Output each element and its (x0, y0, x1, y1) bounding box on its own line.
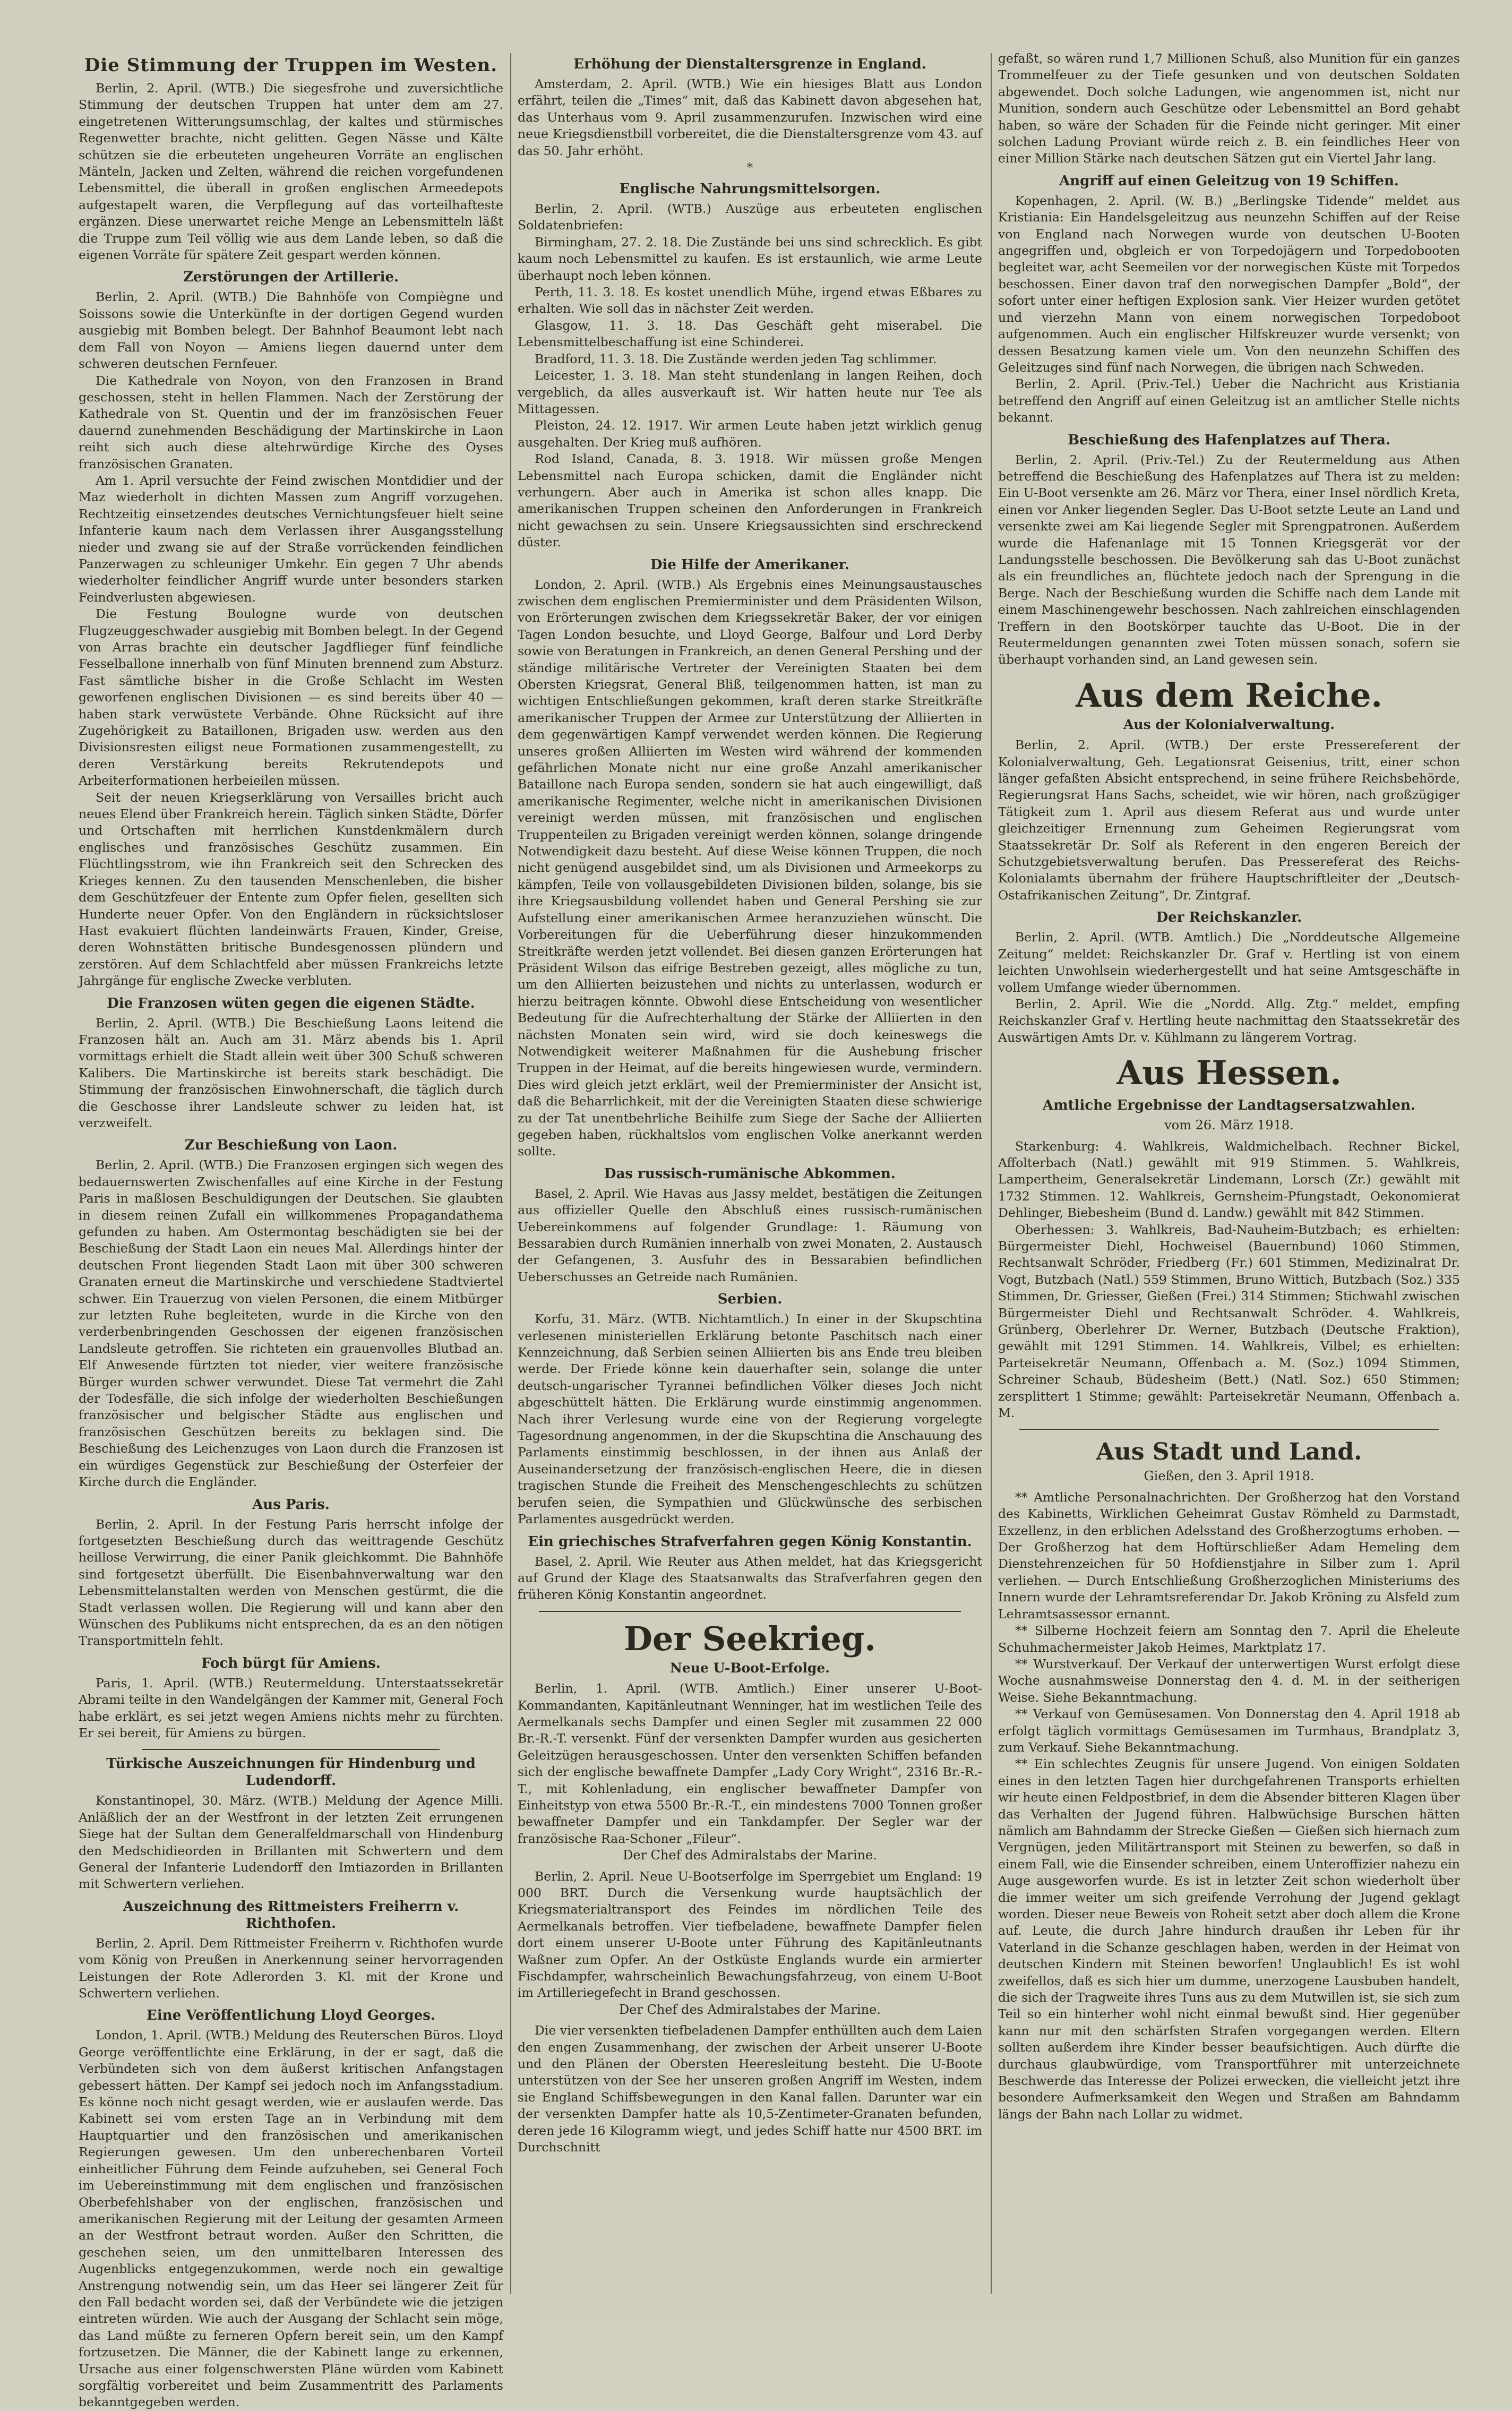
article-paragraph: Berlin, 2. April. (WTB.) Der erste Pressereferent der Kolonialverwaltung, Geh. Legationsrat Geisenius, tritt, einer schon länger gefaßten Absicht entsprechend, in seine frühere Reichsbehörde, Regierungsrat Hans Sachs, scheidet, wie wir hören, nach großzügiger Tätigkeit zum 1. April aus diesem Referat aus und wurde unter gleichzeitiger Ernennung zum Geheimen Regierungsrat vom Staatssekretär Dr. Solf als Referent in den engeren Bereich der Schutzgebietsverwaltung berufen. Das Pressereferat des Reichs-Kolonialamts übernahm der frühere Hauptschriftleiter der „Deutsch-Ostafrikanischen Zeitung“, Dr. Zintgraf. (998, 737, 1460, 903)
signature-line: Der Chef des Admiralstabes der Marine. (619, 2002, 881, 2017)
article-subheadline: Aus Paris. (252, 1496, 330, 1513)
article-paragraph: Berlin, 2. April. (WTB.) Die Beschießung Laons leitend die Franzosen hält an. Auch am 31. März abends bis 1. April vormittags erhielt die Stadt allein weit über 300 Schuß schweren Kalibers. Die Martinskirche ist bereits stark beschädigt. Die Stimmung der französischen Einwohnerschaft, die täglich durch die Geschosse ihrer Landsleute schwer zu leiden hat, ist verzweifelt. (79, 1015, 503, 1130)
column-2 (518, 50, 982, 2299)
article-paragraph: Paris, 1. April. (WTB.) Reutermeldung. Unterstaatssekretär Abrami teilte in den Wandelgängen der Kammer mit, General Foch habe erklärt, es sei jetzt wegen Amiens nichts mehr zu fürchten. Er sei bereit, für Amiens zu bürgen. (79, 1675, 503, 1740)
section-title: Aus Stadt und Land. (1096, 1438, 1362, 1466)
star-separator: * (747, 161, 753, 175)
article-subheadline: Der Reichskanzler. (1156, 910, 1302, 926)
article-paragraph: Perth, 11. 3. 18. Es kostet unendlich Mühe, irgend etwas Eßbares zu erhalten. Wie soll das in nächster Zeit werden. (518, 285, 982, 316)
article-paragraph: ** Silberne Hochzeit feiern am Sonntag den 7. April die Eheleute Schuhmachermeister Jakob Heimes, Marktplatz 17. (998, 1623, 1460, 1655)
article-paragraph: Starkenburg: 4. Wahlkreis, Waldmichelbach. Rechner Bickel, Affolterbach (Natl.) gewählt mit 919 Stimmen. 5. Wahlkreis, Lampertheim, Generalsekretär Lindemann, Lorsch (Zr.) gewählt mit 1732 Stimmen. 12. Wahlkreis, Gernsheim-Pfungstadt, Oekonomierat Dehlinger, Biebesheim (Bund d. Landw.) gewählt mit 842 Stimmen. (998, 1138, 1460, 1221)
article-paragraph: Kopenhagen, 2. April. (W. B.) „Berlingske Tidende“ meldet aus Kristiania: Ein Handelsgeleitzug aus neunzehn Schiffen auf der Reise von England nach Norwegen wurde von deutschen U-Booten angegriffen und, obgleich er von Torpedojägern und Torpedobooten begleitet war, acht Seemeilen vor der norwegischen Küste mit Torpedos beschossen. Einer davon traf den norwegischen Dampfer „Bold“, der sofort unter einer heftigen Explosion sank. Vier Heizer wurden getötet und vierzehn Mann von einem norwegischen Torpedoboot aufgenommen. Auch ein englischer Hilfskreuzer wurde versenkt; von dessen Besatzung kamen viele um. Von den neunzehn Schiffen des Geleitzuges sind fünf nach Norwegen, die übrigen nach Schweden. (998, 193, 1460, 375)
article-paragraph: Berlin, 1. April. (WTB. Amtlich.) Einer unserer U-Boot-Kommandanten, Kapitänleutnant Wenninger, hat im westlichen Teile des Aermelkanals sechs Dampfer und einen Segler mit zusammen 22 000 Br.-R.-T. versenkt. Fünf der versenkten Dampfer wurden aus gesicherten Geleitzügen herausgeschossen. Unter den versenkten Schiffen befanden sich der englische bewaffnete Dampfer „Lady Cory Wright“, 2316 Br.-R.-T., mit Kohlenladung, ein englischer bewaffneter Dampfer von Einheitstyp von etwa 5500 Br.-R.-T., ein mindestens 7000 Tonnen großer bewaffneter Dampfer und ein Tankdampfer. Der Segler war der französische Raa-Schoner „Fileur“. (518, 1681, 982, 1846)
article-subheadline: Amtliche Ergebnisse der Landtagsersatzwahlen. (1042, 1097, 1416, 1114)
article-subheadline: Englische Nahrungsmittelsorgen. (619, 181, 881, 198)
article-subheadline: Serbien. (717, 1291, 783, 1308)
article-paragraph: Berlin, 2. April. In der Festung Paris herrscht infolge der fortgesetzten Beschießung durch das weittragende Geschütz heillose Verwirrung, die einer Panik gleichkommt. Die Bahnhöfe sind fortgesetzt überfüllt. Die Eisenbahnverwaltung war den Lebensmittelanstalten werden von Menschen gestürmt, die die Stadt verlassen wollen. Die Regierung will und kann aber den Wünschen des Publikums nicht entsprechen, da es an den nötigen Transportmitteln fehlt. (79, 1516, 503, 1649)
article-paragraph: Berlin, 2. April. (WTB.) Auszüge aus erbeuteten englischen Soldatenbriefen: (518, 201, 982, 233)
column-3 (998, 50, 1460, 2299)
article-paragraph: ** Ein schlechtes Zeugnis für unsere Jugend. Von einigen Soldaten eines in den letzten Tagen hier durchgefahrenen Transports erhielten wir heute einen Feldpostbrief, in dem die Absender bitteren Klagen über das Verhalten der Jugend führen. Halbwüchsige Burschen hätten nämlich am Bahndamm der Strecke Gießen — Gießen sich hiernach zum Vergnügen, jeden Militärtransport mit Steinen zu bewerfen, so daß in einem Fall, wie die Einsender schreiben, einem Unteroffizier nahezu ein Auge ausgeworfen wurde. Es ist in letzter Zeit schon wiederholt über die immer weiter um sich greifende Verrohung der Jugend geklagt worden. Dieser neue Beweis von Roheit setzt aber doch allem die Krone auf. Leute, die durch Jahre hindurch draußen ihr Leben für ihr Vaterland in die Schanze geschlagen haben, werden in der Heimat von deutschen Kindern mit Steinen beworfen! Unglaublich! Es ist wohl zweifellos, daß es sich hier um dumme, unerzogene Lausbuben handelt, die sich der Tragweite ihres Tuns aus zu dem Mutwillen ist, sie sich zum Teil so ein hinterher wohl nicht einmal bewußt sind. Hier gegenüber kann nur mit den schärfsten Strafen vorgegangen werden. Eltern sollten außerdem ihre Kinder besser beaufsichtigen. Auch dürfte die durchaus glaubwürdige, vom Transportführer mit unterzeichnete Beschwerde das Interesse der Polizei erwecken, die vielleicht jetzt ihre besondere Aufmerksamkeit den Wegen und Straßen am Bahndamm längs der Bahn nach Lollar zu widmet. (998, 1756, 1460, 2122)
dateline: vom 26. März 1918. (1164, 1118, 1294, 1133)
section-title: Der Seekrieg. (624, 1619, 876, 1658)
article-subheadline: Erhöhung der Dienstaltersgrenze in England. (573, 56, 926, 72)
article-paragraph: Basel, 2. April. Wie Reuter aus Athen meldet, hat das Kriegsgericht auf Grund der Klage des Staatsanwalts das Strafverfahren gegen den früheren König Konstantin angeordnet. (518, 1554, 982, 1602)
signature-line: Der Chef des Admiralstabs der Marine. (623, 1848, 877, 1863)
article-subheadline: Die Franzosen wüten gegen die eigenen Städte. (107, 995, 475, 1011)
article-subheadline: Eine Veröffentlichung Lloyd Georges. (147, 2007, 435, 2024)
section-title: Aus Hessen. (1116, 1053, 1342, 1093)
article-paragraph: Berlin, 2. April. Dem Rittmeister Freiherrn v. Richthofen wurde vom König von Preußen in Anerkennung seiner hervorragenden Leistungen der Rote Adlerorden 3. Kl. mit der Krone und Schwertern verliehen. (79, 1935, 503, 2001)
section-subtitle: Neue U-Boot-Erfolge. (670, 1660, 830, 1676)
article-paragraph: Seit der neuen Kriegserklärung von Versailles bricht auch neues Elend über Frankreich herein. Täglich sinken Städte, Dörfer und Ortschaften mit herrlichen Kunstdenkmälern durch englisches und französisches Geschütz zusammen. Ein Flüchtlingsstrom, wie ihn Frankreich seit den Schrecken des Krieges kennen. Zu den tausenden Menschenleben, die bisher dem Geschützfeuer der Entente zum Opfer fielen, gesellten sich Hunderte neuer Opfer. Von den Engländern in rücksichtsloser Hast evakuiert flüchten landeinwärts Frauen, Kinder, Greise, deren Wohnstätten britische Bundesgenossen plündern und zerstören. Auf dem Schlachtfeld aber müssen Frankreichs letzte Jahrgänge für englische Zwecke verbluten. (79, 790, 503, 989)
article-paragraph: Oberhessen: 3. Wahlkreis, Bad-Nauheim-Butzbach; es erhielten: Bürgermeister Diehl, Hochweisel (Bauernbund) 1060 Stimmen, Rechtsanwalt Schröder, Friedberg (Fr.) 601 Stimmen, Medizinalrat Dr. Vogt, Butzbach (Natl.) 559 Stimmen, Bruno Wittich, Butzbach (Soz.) 335 Stimmen, Dr. Griesser, Gießen (Frei.) 314 Stimmen; Stichwahl zwischen Bürgermeister Diehl und Rechtsanwalt Schröder. 4. Wahlkreis, Grünberg, Oberlehrer Dr. Werner, Butzbach (Deutsche Fraktion), gewählt mit 1291 Stimmen. 14. Wahlkreis, Vilbel; es erhielten: Parteisekretär Neumann, Offenbach a. M. (Soz.) 1094 Stimmen, Schreiner Schaub, Büdesheim (Bett.) (Natl. Soz.) 650 Stimmen; zersplittert 1 Stimme; gewählt: Parteisekretär Neumann, Offenbach a. M. (998, 1222, 1460, 1421)
article-paragraph: Berlin, 2. April. (WTB.) Die Bahnhöfe von Compiègne und Soissons sowie die Unterkünfte in der dortigen Gegend wurden ausgiebig mit Bomben belegt. Der Bahnhof Beaumont lebt nach dem Fall von Noyon — Amiens liegen dauernd unter dem schweren deutschen Fernfeuer. (79, 289, 503, 372)
article-paragraph: Berlin, 2. April. (Priv.-Tel.) Zu der Reutermeldung aus Athen betreffend die Beschießung des Hafenplatzes auf Thera ist zu melden: Ein U-Boot versenkte am 26. März vor Thera, einer Insel nördlich Kreta, einen vor Anker liegenden Segler. Das U-Boot setzte Leute an Land und versenkte zwei am Kai liegende Segler mit Sprengpatronen. Außerdem wurde die Hafenanlage mit 15 Tonnen Kriegsgerät vor der Landungsstelle beschossen. Die Bevölkerung sah das U-Boot zunächst als ein freundliches an, flüchtete jedoch nach der Sprengung in die Berge. Nach der Beschießung wurden die Schiffe nach dem Lande mit einem Maschinengewehr beschossen. Nach zahlreichen einschlagenden Treffern in den Bootskörper tauchte das U-Boot. Die in der Reutermeldungen genannten zwei Toten müssen sonach, sofern sie überhaupt vorhanden sind, an Land gewesen sein. (998, 452, 1460, 667)
article-paragraph: Konstantinopel, 30. März. (WTB.) Meldung der Agence Milli. Anläßlich der an der Westfront in der letzten Zeit errungenen Siege hat der Sultan dem Generalfeldmarschall von Hindenburg den Medschidieorden in Brillanten mit Schwertern und dem General der Infanterie Ludendorff den Imtiazorden in Brillanten mit Schwertern verliehen. (79, 1793, 503, 1892)
article-paragraph: Die vier versenkten tiefbeladenen Dampfer enthüllten auch dem Laien den engen Zusammenhang, der zwischen der Arbeit unserer U-Boote und den Plänen der Obersten Heeresleitung besteht. Die U-Boote unterstützen von der See her unseren großen Angriff im Westen, indem sie England Schiffsbewegungen in den Kanal fallen. Darunter war ein der versenkten Dampfer hatte als 10,5-Zentimeter-Granaten befunden, deren jede 16 Kilogramm wiegt, und jedes Schiff hatte nur 4500 BRT. im Durchschnitt (518, 2023, 982, 2155)
article-paragraph: Am 1. April versuchte der Feind zwischen Montdidier und der Maz wiederholt in dichten Massen zum Angriff vorzugehen. Rechtzeitig einsetzendes deutsches Vernichtungsfeuer hielt seine Infanterie kaum nach dem Verlassen ihrer Ausgangsstellung nieder und zwang sie auf der Straße vorrückenden feindlichen Panzerwagen zu schleuniger Umkehr. Ein gegen 7 Uhr abends wiederholter feindlicher Angriff wurde unter besonders starken Feindverlusten abgewiesen. (79, 473, 503, 605)
section-title: Aus dem Reiche. (1075, 675, 1383, 715)
article-paragraph: London, 2. April. (WTB.) Als Ergebnis eines Meinungsaustausches zwischen dem englischen Premierminister und dem Präsidenten Wilson, von Erörterungen zwischen dem Kriegssekretär Baker, der vor einigen Tagen London besuchte, und Lloyd George, Balfour und Lord Derby sowie von Beratungen in Frankreich, an denen General Pershing und der ständige militärische Vertreter der Vereinigten Staaten bei dem Obersten Kriegsrat, General Bliß, teilgenommen hatten, ist man zu wichtigen Entschließungen gekommen, kraft deren starke Streitkräfte amerikanischer Truppen der Armee zur Unterstützung der Alliierten in dem gegenwärtigen Kampf verwendet werden können. Die Regierung unseres großen Alliierten im Westen wird während der kommenden gefährlichen Monate nicht nur eine große Anzahl amerikanischer Bataillone nach Europa senden, sondern sie hat auch eingewilligt, daß amerikanische Regimenter, welche nicht in amerikanischen Divisionen vereinigt werden müssen, mit französischen und englischen Truppenteilen zu Brigaden vereinigt werden können, solange dringende Notwendigkeit dazu besteht. Auf diese Weise können Truppen, die noch nicht genügend ausgebildet sind, um als Divisionen und Armeekorps zu kämpfen, Teile von vollausgebildeten Divisionen bilden, solange, bis sie ihre Kriegsausbildung vollendet haben und General Pershing sie zur Aufstellung einer amerikanischen Armee heranzuziehen wünscht. Die Vorbereitungen für die Ueberführung dieser hinzukommenden Streitkräfte werden jetzt vollendet. Bei diesen ganzen Erörterungen hat Präsident Wilson das eifrige Bestreben gezeigt, alles mögliche zu tun, um den Alliierten beizustehen und nichts zu unterlassen, wodurch er hierzu beitragen könnte. Obwohl diese Entscheidung von wesentlicher Bedeutung für die Aufrechterhaltung der Stärke der Alliierten in den nächsten Monaten sein wird, wird sie doch keineswegs die Notwendigkeit weiterer Maßnahmen für die Aushebung frischer Truppen in der Heimat, auf die bereits hingewiesen wurde, vermindern. Dies wird gleich jetzt erklärt, weil der Premierminister der Ansicht ist, daß die Beharrlichkeit, mit der die Vereinigten Staaten diese schwierige zu der Tat unentbehrliche Beihilfe zum Siege der Sache der Alliierten gegeben haben, rückhaltslos vom englischen Volke anerkannt werden sollte. (518, 577, 982, 1159)
section-subtitle: Aus der Kolonialverwaltung. (1123, 716, 1335, 732)
column-rule (510, 53, 511, 2294)
article-paragraph: London, 1. April. (WTB.) Meldung des Reuterschen Büros. Lloyd George veröffentlichte eine Erklärung, in der er sagt, daß die Verbündeten sich von dem äußerst kritischen Anfangstagen gebessert hätten. Der Kampf sei jedoch noch im Anfangsstadium. Es könne noch nicht gesagt werden, wie er auslaufen werde. Das Kabinett sei vom ersten Tage an in Verbindung mit dem Hauptquartier und den französischen und amerikanischen Regierungen gewesen. Um den unberechenbaren Vorteil einheitlicher Führung dem Feinde aufzuheben, sei General Foch im Uebereinstimmung mit dem englischen und französischen Oberbefehlshaber von der englischen, französischen und amerikanischen Regierung mit der Leitung der gesamten Armeen an der Westfront betraut worden. Außer den Schritten, die geschehen seien, um den unmittelbaren Interessen des Augenblicks entgegenzukommen, werde noch ein gewaltige Anstrengung notwendig sein, um das Heer sei längerer Zeit für den Fall bedacht worden sei, daß der Verbündete wie die jetzigen eintreten würden. Wie auch der Ausgang der Schlacht sein möge, das Land müßte zu ferneren Opfern bereit sein, um den Kampf fortzusetzen. Die Männer, die der Kabinett lange zu erkennen, Ursache aus einer folgenschwersten Pläne würden vom Kabinett sorgfältig vorbereitet und beim Zusammentritt des Parlaments bekanntgegeben werden. (79, 2028, 503, 2410)
article-paragraph: Berlin, 2. April. Neue U-Bootserfolge im Sperrgebiet um England: 19 000 BRT. Durch die Versenkung wurde hauptsächlich der Kriegsmaterialtransport des Feindes im nördlichen Teile des Aermelkanals betroffen. Vier tiefbeladene, bewaffnete Dampfer fielen dort einem unserer U-Boote unter Führung des Kapitänleutnants Waßner zum Opfer. An der Ostküste Englands wurde ein armierter Fischdampfer, wahrscheinlich Bewachungsfahrzeug, von einem U-Boot im Artilleriegefecht in Brand geschossen. (518, 1868, 982, 2001)
article-subheadline: Foch bürgt für Amiens. (201, 1655, 381, 1671)
article-paragraph: gefaßt, so wären rund 1,7 Millionen Schuß, also Munition für ein ganzes Trommelfeuer zu der Tiefe gesunken und von deutschen Soldaten abgewendet. Doch solche Ladungen, wie angenommen ist, nicht nur Munition, sondern auch Geschütze oder Lebensmittel an Bord gehabt haben, so wäre der Schaden für die Feinde nicht geringer. Mit einer solchen Ladung Proviant würde reich z. B. ein feindliches Heer von einer Million Stärke nach deutschen Sätzen gut ein Viertel Jahr lang. (998, 51, 1460, 166)
article-subheadline: Die Hilfe der Amerikaner. (650, 556, 850, 573)
article-paragraph: Bradford, 11. 3. 18. Die Zustände werden jeden Tag schlimmer. (535, 351, 937, 366)
article-paragraph: Basel, 2. April. Wie Havas aus Jassy meldet, bestätigen die Zeitungen aus offizieller Quelle den Abschluß eines russisch-rumänischen Uebereinkommens auf folgender Grundlage: 1. Räumung von Bessarabien durch Rumänien innerhalb von zwei Monaten, 2. Austausch der Gefangenen, 3. Ausfuhr des in Bessarabien befindlichen Ueberschusses an Getreide nach Rumänien. (518, 1186, 982, 1284)
article-paragraph: Die Kathedrale von Noyon, von den Franzosen in Brand geschossen, steht in hellen Flammen. Nach der Zerstörung der Kathedrale von St. Quentin und der im französischen Feuer dauernd zunehmenden Beschädigung der Martinskirche in Laon reiht sich auch diese altehrwürdige Kirche des Oyses französischen Granaten. (79, 373, 503, 471)
article-paragraph: Leicester, 1. 3. 18. Man steht stundenlang in langen Reihen, doch vergeblich, da alles ausverkauft ist. Wir hatten heute nur Tee als Mittagessen. (518, 368, 982, 416)
article-subheadline: Angriff auf einen Geleitzug von 19 Schiffen. (1059, 173, 1399, 189)
article-paragraph: Berlin, 2. April. (WTB.) Die siegesfrohe und zuversichtliche Stimmung der deutschen Truppen hat unter dem am 27. eingetretenen Witterungsumschlag, der kaltes und stürmisches Regenwetter brachte, nicht gelitten. Gegen Nässe und Kälte schützen sie die erbeuteten ungeheuren Vorräte an englischen Mänteln, Jacken und Zelten, während die reichen vorgefundenen Lebensmittel, die überall in großen englischen Armeedepots aufgestapelt waren, die Verpflegung auf das vorteilhafteste ergänzen. Diese unerwartet reiche Menge an Lebensmitteln läßt die Truppe zum Teil völlig wie aus dem Lande leben, so daß die eigenen Vorräte für spätere Zeit gespart werden können. (79, 81, 503, 263)
article-subheadline: Auszeichnung des Rittmeisters Freiherrn v. Richthofen. (123, 1898, 459, 1932)
article-paragraph: Korfu, 31. März. (WTB. Nichtamtlich.) In einer in der Skupschtina verlesenen ministeriellen Erklärung betonte Paschitsch nach einer Kennzeichnung, daß Serbien seinen Alliierten bis ans Ende treu bleiben werde. Der Friede könne kein dauerhafter sein, solange die unter deutsch-ungarischer Tyrannei befindlichen Völker dieses Joch nicht abgeschüttelt hätten. Die Erklärung wurde einstimmig angenommen. Nach ihrer Verlesung wurde eine von der Regierung vorgelegte Tagesordnung angenommen, in der die Skupschtina die Anschauung des Parlaments einstimmig beschlossen, in der ihnen aus Anlaß der Auseinandersetzung der französisch-englischen Heere, die in diesen tragischen Stunde die Freiheit des Menschengeschlechts zu schützen berufen seien, die Sympathien und Glückwünsche des serbischen Parlamentes ausgedrückt werden. (518, 1311, 982, 1527)
article-paragraph: Berlin, 2. April. (WTB. Amtlich.) Die „Norddeutsche Allgemeine Zeitung“ meldet: Reichskanzler Dr. Graf v. Hertling ist von einem leichten Unwohlsein wiederhergestellt und hat seine Amtsgeschäfte in vollem Umfange wieder übernommen. (998, 930, 1460, 995)
article-paragraph: Amsterdam, 2. April. (WTB.) Wie ein hiesiges Blatt aus London erfährt, teilen die „Times“ mit, daß das Kabinett davon abgesehen hat, das Unterhaus vom 9. April zusammenzurufen. Inzwischen wird eine neue Kriegsdienstbill vorbereitet, die die Dienstaltersgrenze vom 43. auf das 50. Jahr erhöht. (518, 76, 982, 158)
article-paragraph: Die Festung Boulogne wurde von deutschen Flugzeuggeschwader ausgiebig mit Bomben belegt. In der Gegend von Arras brachte ein deutscher Jagdflieger fünf feindliche Fesselballone innerhalb von fünf Minuten brennend zum Absturz. Fast sämtliche bisher in die Große Schlacht im Westen geworfenen englischen Divisionen — es sind bereits über 40 — haben stark verwüstete Verbände. Ohne Rücksicht auf ihre Zugehörigkeit zu Bataillonen, Brigaden usw. werden aus den Divisionsresten eiligst neue Formationen zusammengestellt, zu deren Verstärkung bereits Rekrutendepots und Arbeiterformationen herbeieilen müssen. (79, 606, 503, 788)
article-headline: Die Stimmung der Truppen im Westen. (84, 55, 498, 76)
column-1 (79, 50, 503, 2410)
column-rule (991, 53, 992, 2294)
article-subheadline: Ein griechisches Strafverfahren gegen König Konstantin. (528, 1533, 972, 1550)
article-paragraph: Glasgow, 11. 3. 18. Das Geschäft geht miserabel. Die Lebensmittelbeschaffung ist eine Schinderei. (518, 318, 982, 350)
section-divider (1019, 1429, 1439, 1430)
section-divider (539, 1611, 961, 1612)
section-divider (142, 1749, 440, 1750)
article-paragraph: Birmingham, 27. 2. 18. Die Zustände bei uns sind schrecklich. Es gibt kaum noch Lebensmittel zu kaufen. Es ist erstaunlich, wie arme Leute überhaupt noch leben können. (518, 234, 982, 283)
article-paragraph: Rod Island, Canada, 8. 3. 1918. Wir müssen große Mengen Lebensmittel nach Europa schicken, damit die Engländer nicht verhungern. Aber auch in Amerika ist schon alles knapp. Die amerikanischen Truppen scheinen den Anforderungen in Frankreich nicht gewachsen zu sein. Unsere Kriegsaussichten sind erschreckend düster. (518, 451, 982, 550)
article-paragraph: ** Verkauf von Gemüsesamen. Von Donnerstag den 4. April 1918 ab erfolgt täglich vormittags Gemüsesamen im Turmhaus, Brandplatz 3, zum Verkauf. Siehe Bekanntmachung. (998, 1706, 1460, 1755)
article-paragraph: Berlin, 2. April. (Priv.-Tel.) Ueber die Nachricht aus Kristiania betreffend den Angriff auf einen Geleitzug ist an amtlicher Stelle nichts bekannt. (998, 376, 1460, 425)
article-paragraph: ** Wurstverkauf. Der Verkauf der unterwertigen Wurst erfolgt diese Woche ausnahmsweise Donnerstag den 4. d. M. in der seitherigen Weise. Siehe Bekanntmachung. (998, 1656, 1460, 1705)
article-subheadline: Beschießung des Hafenplatzes auf Thera. (1068, 432, 1390, 448)
article-subheadline: Türkische Auszeichnungen für Hindenburg und Ludendorff. (106, 1756, 476, 1789)
article-subheadline: Zur Beschießung von Laon. (184, 1137, 398, 1154)
article-paragraph: Berlin, 2. April. Wie die „Nordd. Allg. Ztg.“ meldet, empfing Reichskanzler Graf v. Hertling heute nachmittag den Staatssekretär des Auswärtigen Amts Dr. v. Kühlmann zu längerem Vortrag. (998, 996, 1460, 1045)
article-paragraph: Pleiston, 24. 12. 1917. Wir armen Leute haben jetzt wirklich genug ausgehalten. Der Krieg muß aufhören. (518, 418, 982, 450)
article-paragraph: Berlin, 2. April. (WTB.) Die Franzosen ergingen sich wegen des bedauernswerten Zwischenfalles auf eine Kirche in der Festung Paris in maßlosen Beschuldigungen der Deutschen. Sie glaubten in diesem reinen Zufall ein willkommenes Propagandathema gefunden zu haben. Am Ostermontag beschädigten sie bei der Beschießung der Stadt Laon ein neues Mal. Allerdings hinter der deutschen Front liegenden Stadt Laon mit über 300 schweren Granaten erneut die Martinskirche und verschiedene Stadtviertel schwer. Ein Trauerzug von vielen Personen, die einem Mitbürger zur letzten Ruhe begleiteten, wurde in die Kirche von den verderbenbringenden Geschossen der eigenen französischen Landsleute getroffen. Sie richteten ein grauenvolles Blutbad an. Elf Anwesende fürtzten tot nieder, vier weitere französische Bürger wurden schwer verwundet. Diese Tat vermehrt die Zahl der Todesfälle, die sich infolge der wiederholten Beschießungen französischer und belgischer Städte aus englischen und französischen Geschützen bereits zu beklagen sind. Die Beschießung des Leichenzuges von Laon durch die Franzosen ist ein würdiges Gegenstück zur Beschießung der Osterfeier der Kirche durch die Engländer. (79, 1157, 503, 1490)
article-subheadline: Das russisch-rumänische Abkommen. (604, 1165, 896, 1182)
dateline: Gießen, den 3. April 1918. (1144, 1469, 1315, 1484)
article-subheadline: Zerstörungen der Artillerie. (183, 269, 399, 286)
article-paragraph: ** Amtliche Personalnachrichten. Der Großherzog hat den Vorstand des Kabinetts, Wirklichen Geheimrat Gustav Römheld zu Darmstadt, Exzellenz, in den erblichen Adelsstand des Großherzogtums erhoben. — Der Großherzog hat dem Hoftürschließer Adam Hemeling dem Dienstehrenzeichen für 50 Hofdienstjahre in Silber zum 1. April verliehen. — Durch Entschließung Großherzoglichen Ministeriums des Innern wurde der Lehramtsreferendar Dr. Jakob Kröning zu Alsfeld zum Lehramtsassessor ernannt. (998, 1489, 1460, 1621)
